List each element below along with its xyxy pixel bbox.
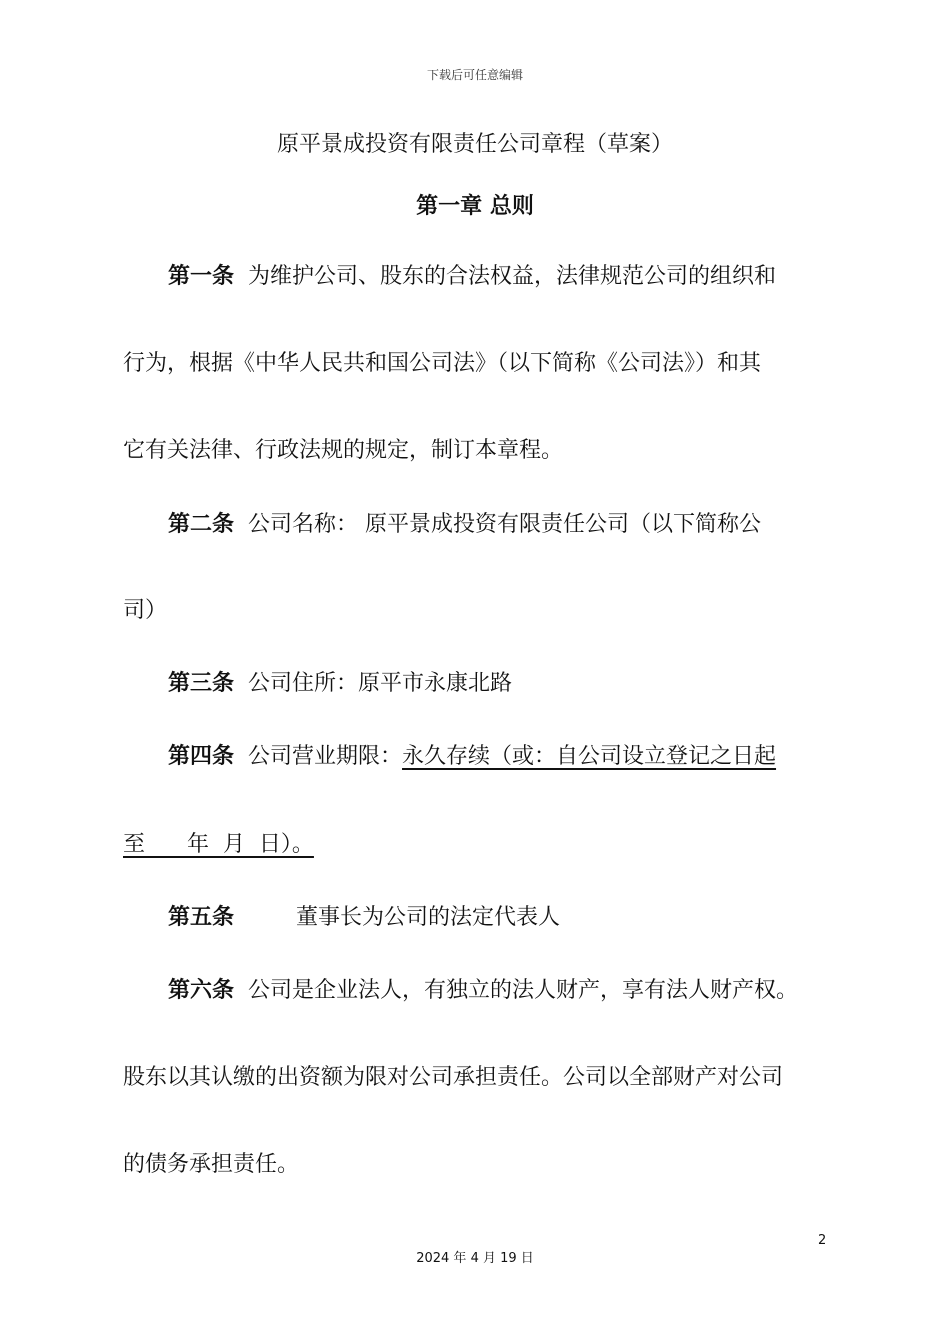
header-note: 下载后可任意编辑 xyxy=(426,68,523,82)
article-4-line-1 xyxy=(168,742,776,772)
article-6-line-1 xyxy=(168,976,798,1006)
article-1-label: 第一条 xyxy=(168,264,235,289)
article-5-label: 第五条 xyxy=(168,905,235,930)
document-title: 原平景成投资有限责任公司章程（草案） xyxy=(276,132,673,157)
article-1-line-1 xyxy=(168,262,776,292)
article-4-term-underlined-2: 至 年 月 日）。 xyxy=(123,832,314,857)
article-1-text-1: 为维护公司、股东的合法权益，法律规范公司的组织和 xyxy=(248,264,777,289)
chapter-title: 第一章 总则 xyxy=(416,194,534,219)
article-6-line-3: 的债务承担责任。 xyxy=(123,1152,300,1177)
article-3-line-1 xyxy=(168,669,512,699)
article-6-label: 第六条 xyxy=(168,978,235,1003)
article-4-prefix: 公司营业期限： xyxy=(248,744,403,769)
article-4-term-underlined-1: 永久存续（或：自公司设立登记之日起 xyxy=(402,744,777,769)
article-1-line-2: 行为，根据《中华人民共和国公司法》（以下简称《公司法》）和其 xyxy=(123,351,762,376)
article-6-line-2: 股东以其认缴的出资额为限对公司承担责任。公司以全部财产对公司 xyxy=(123,1065,784,1090)
article-6-text-1: 公司是企业法人，有独立的法人财产，享有法人财产权。 xyxy=(248,978,799,1003)
article-5-text-1: 董事长为公司的法定代表人 xyxy=(296,905,561,930)
article-4-label: 第四条 xyxy=(168,744,235,769)
article-2-text-1: 公司名称： 原平景成投资有限责任公司（以下简称公 xyxy=(248,512,762,537)
article-2-label: 第二条 xyxy=(168,512,235,537)
article-2-line-2: 司） xyxy=(123,598,168,623)
article-1-line-3: 它有关法律、行政法规的规定，制订本章程。 xyxy=(123,438,564,463)
footer-date: 2024 年 4 月 19 日 xyxy=(416,1251,534,1266)
article-3-text-1: 公司住所：原平市永康北路 xyxy=(248,671,513,696)
page-number: 2 xyxy=(818,1233,827,1248)
article-2-line-1 xyxy=(168,510,761,540)
article-3-label: 第三条 xyxy=(168,671,235,696)
article-5-line-1 xyxy=(168,903,560,933)
